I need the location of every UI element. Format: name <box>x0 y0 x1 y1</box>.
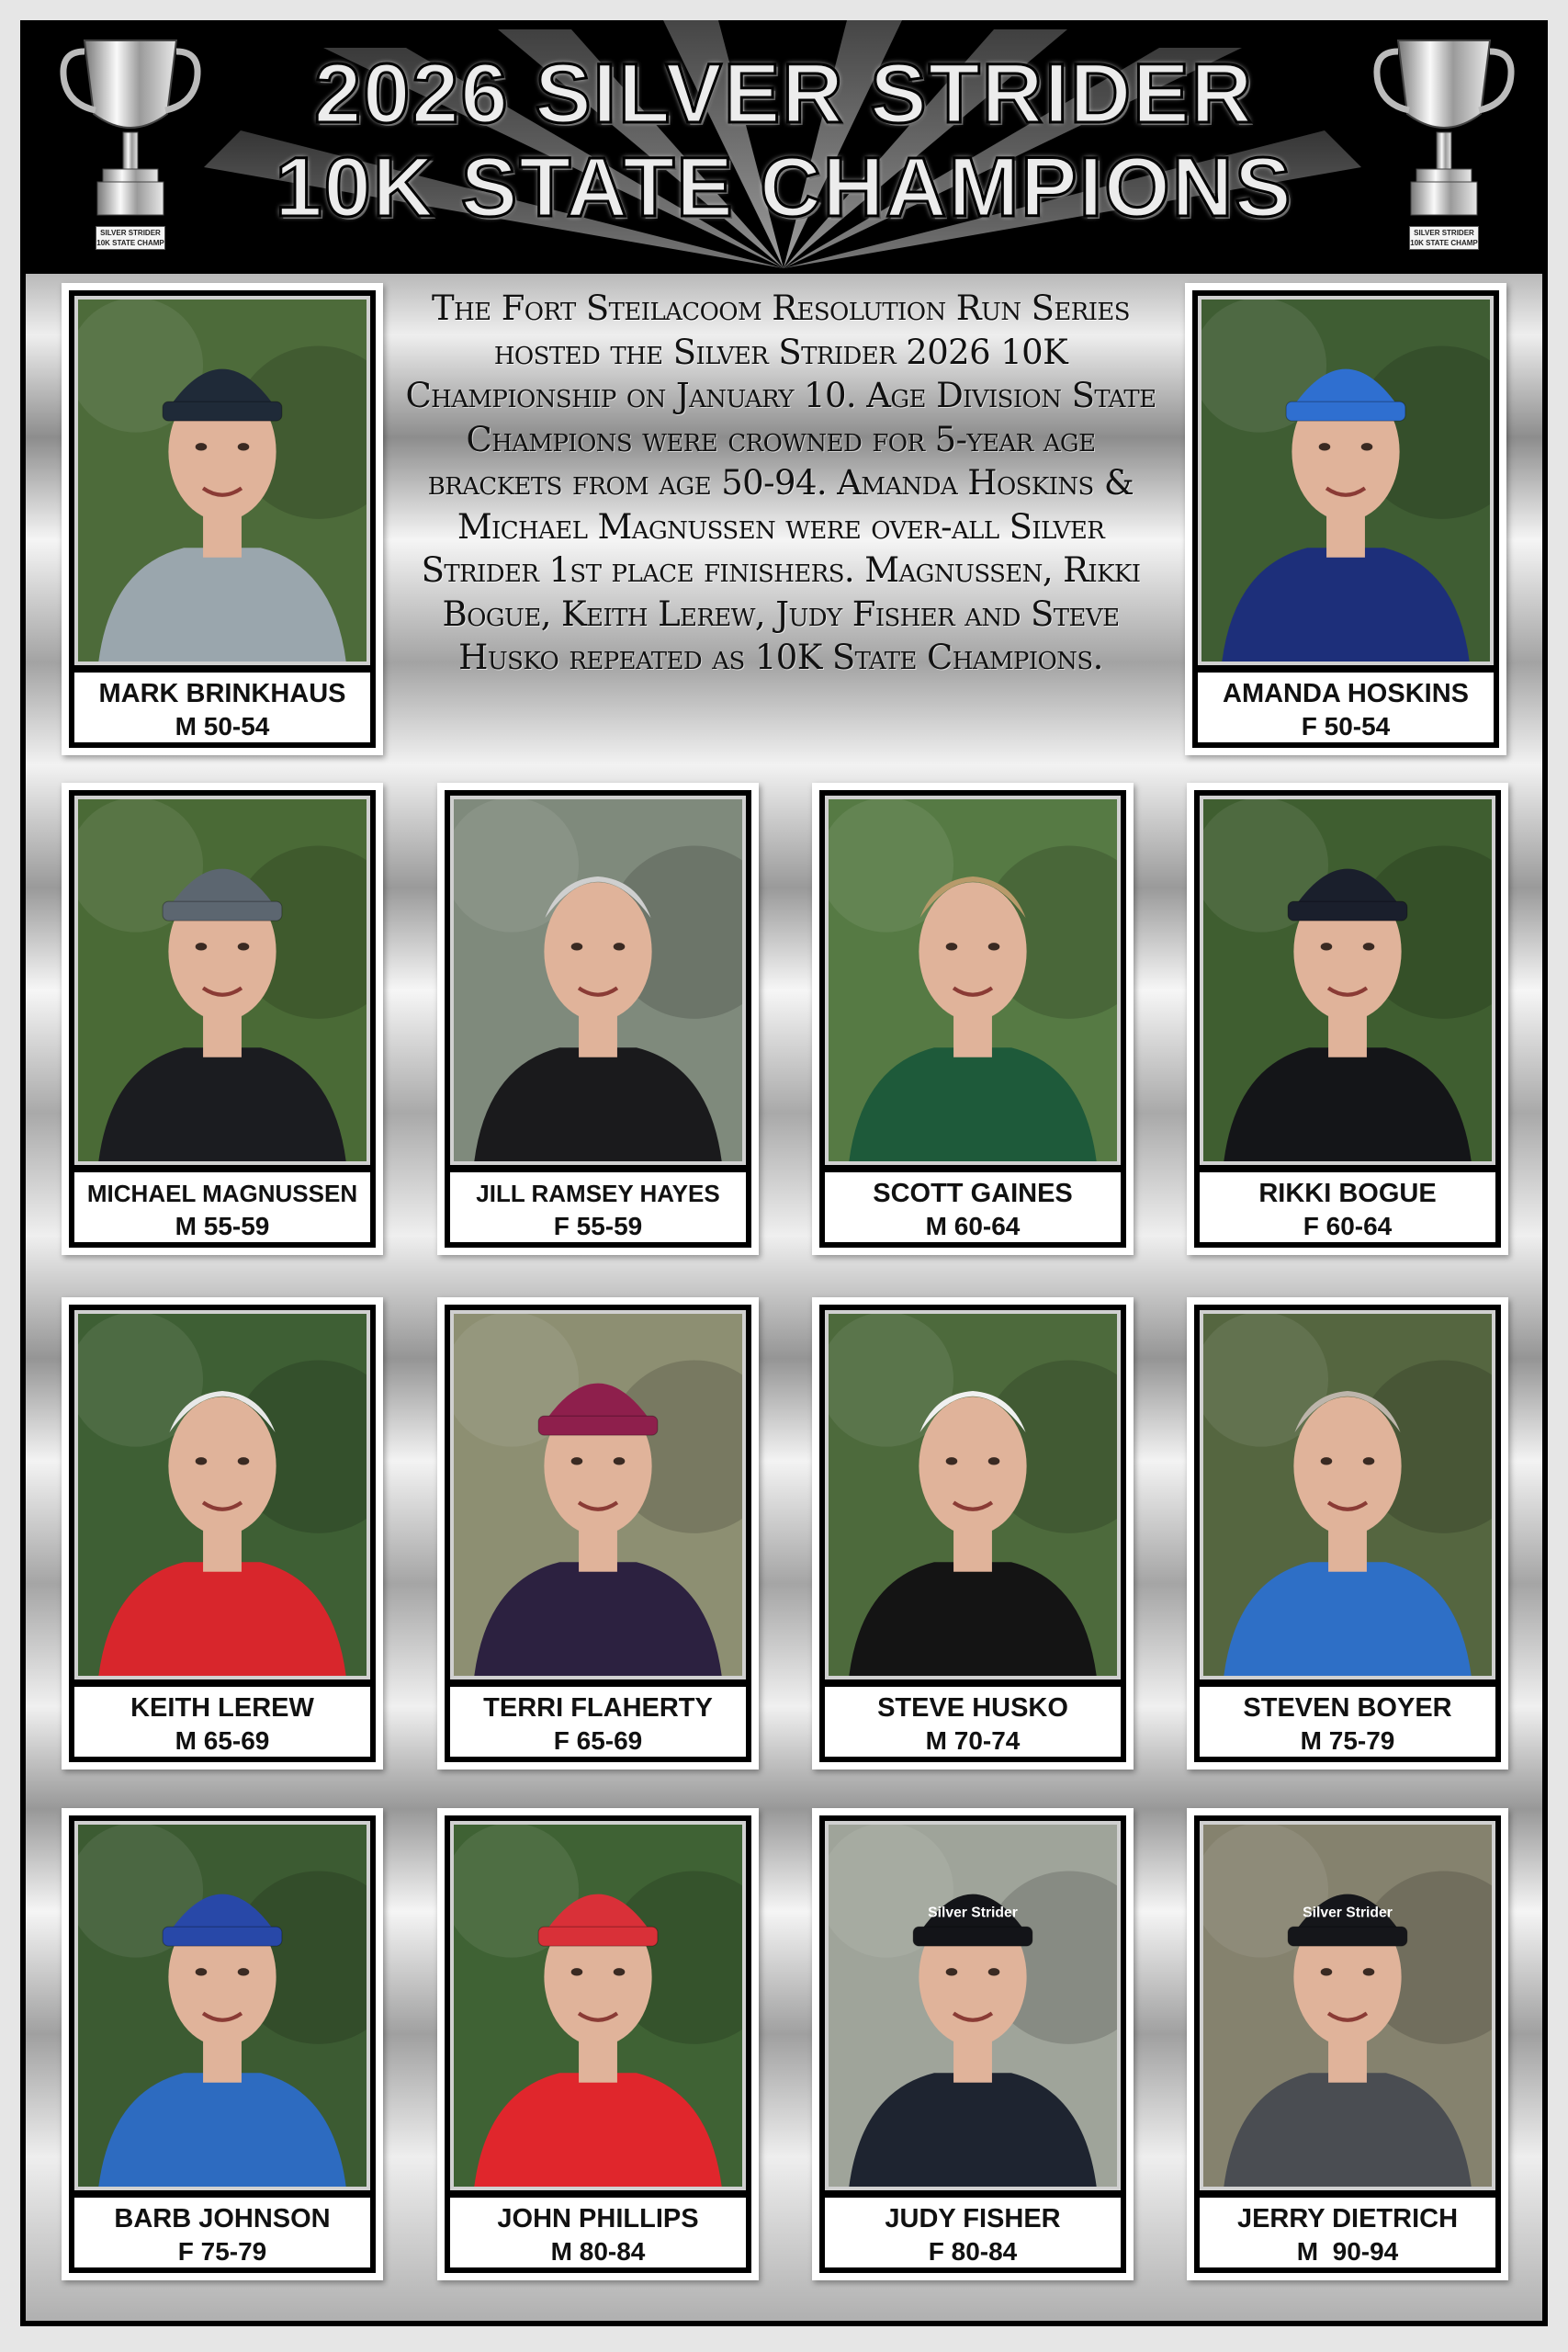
photo-frame <box>74 1821 370 2190</box>
runner-division: F 80-84 <box>928 2237 1018 2266</box>
name-panel <box>74 1172 370 1242</box>
runner-name: JUDY FISHER <box>885 2204 1061 2233</box>
runner-photo <box>1203 1314 1492 1676</box>
runner-division: M 75-79 <box>1300 1726 1395 1755</box>
champion-card <box>1185 283 1506 755</box>
photo-frame <box>1198 296 1494 665</box>
champion-card <box>437 783 759 1255</box>
name-panel <box>450 1687 746 1757</box>
runner-name: RIKKI BOGUE <box>1258 1179 1437 1208</box>
photo-frame <box>74 1310 370 1679</box>
trophy-plate-line2: 10K STATE CHAMP <box>96 239 164 247</box>
runner-name: STEVE HUSKO <box>877 1693 1068 1723</box>
photo-frame <box>450 1310 746 1679</box>
intro-paragraph: The Fort Steilacoom Resolution Run Series hosted the Silver Strider 2026 10K Championship on January 10. Age Division State Champions were crowned for 5-year age brackets from age 50-94. Amanda Hoskins & Michael Magnussen were over-all Silver Strider 1st place finishers. Magnussen, Rikki Bogue, Keith Lerew, Judy Fisher and Steve Husko repeated as 10K State Champions. <box>405 288 1156 677</box>
runner-name: JILL RAMSEY HAYES <box>476 1180 720 1207</box>
title-line-2: 10K STATE CHAMPIONS <box>275 141 1293 234</box>
runner-division: M 60-64 <box>925 1212 1021 1240</box>
runner-division: F 65-69 <box>553 1726 643 1755</box>
runner-name: JERRY DIETRICH <box>1236 2204 1459 2233</box>
runner-name: TERRI FLAHERTY <box>483 1693 713 1723</box>
runner-photo <box>829 1314 1117 1676</box>
champion-card <box>1187 1808 1508 2280</box>
card-frame <box>69 290 376 748</box>
photo-frame <box>450 1821 746 2190</box>
name-panel <box>825 1687 1121 1757</box>
trophy-plate-line1: SILVER STRIDER <box>1414 229 1474 237</box>
card-frame <box>1192 290 1499 748</box>
runner-name: SCOTT GAINES <box>873 1179 1073 1208</box>
runner-name: JOHN PHILLIPS <box>497 2204 699 2233</box>
trophy-plate-line2: 10K STATE CHAMP <box>1410 239 1478 247</box>
card-frame <box>69 1815 376 2273</box>
name-panel <box>1200 1687 1495 1757</box>
champion-card <box>62 783 383 1255</box>
champion-card <box>437 1297 759 1770</box>
champion-card <box>437 1808 759 2280</box>
card-frame <box>819 1815 1126 2273</box>
header-banner <box>20 20 1548 268</box>
card-frame <box>445 790 751 1248</box>
runner-photo <box>829 799 1117 1161</box>
runner-photo <box>78 300 367 662</box>
runner-name: MARK BRINKHAUS <box>98 679 346 708</box>
runner-division: F 55-59 <box>553 1212 643 1240</box>
runner-division: M 50-54 <box>175 712 270 741</box>
svg-text:Silver Strider: Silver Strider <box>928 1905 1018 1921</box>
runner-division: M 65-69 <box>175 1726 270 1755</box>
photo-frame <box>74 796 370 1165</box>
runner-division: M 90-94 <box>1296 2237 1399 2266</box>
card-frame <box>445 1815 751 2273</box>
runner-photo <box>1201 300 1490 662</box>
title-line-1: 2026 SILVER STRIDER <box>313 47 1255 141</box>
champion-card <box>812 1808 1134 2280</box>
champion-card <box>812 783 1134 1255</box>
runner-name: BARB JOHNSON <box>114 2204 331 2233</box>
photo-frame <box>825 796 1121 1165</box>
runner-photo <box>1203 799 1492 1161</box>
runner-photo <box>78 1825 367 2187</box>
photo-frame <box>825 1310 1121 1679</box>
runner-photo <box>454 1314 742 1676</box>
photo-frame <box>1200 1821 1495 2190</box>
name-panel <box>450 1172 746 1242</box>
name-panel <box>74 2198 370 2267</box>
runner-name: STEVEN BOYER <box>1243 1693 1452 1723</box>
champion-card <box>812 1297 1134 1770</box>
name-panel <box>1200 1172 1495 1242</box>
name-panel <box>1198 673 1494 742</box>
card-frame <box>1194 790 1501 1248</box>
photo-frame <box>74 296 370 665</box>
svg-text:Silver Strider: Silver Strider <box>1303 1905 1393 1921</box>
card-frame <box>69 790 376 1248</box>
name-panel <box>74 1687 370 1757</box>
card-frame <box>445 1305 751 1762</box>
runner-division: M 55-59 <box>175 1212 270 1240</box>
runner-photo <box>454 1825 742 2187</box>
card-frame <box>819 1305 1126 1762</box>
name-panel <box>1200 2198 1495 2267</box>
runner-division: F 75-79 <box>177 2237 267 2266</box>
runner-photo <box>829 1825 1117 2187</box>
runner-photo <box>1203 1825 1492 2187</box>
runner-name: KEITH LEREW <box>130 1693 314 1723</box>
photo-frame <box>1200 796 1495 1165</box>
runner-photo <box>78 1314 367 1676</box>
champion-card <box>62 1297 383 1770</box>
trophy-plate-line1: SILVER STRIDER <box>100 229 161 237</box>
card-frame <box>1194 1305 1501 1762</box>
photo-frame <box>450 796 746 1165</box>
champion-card <box>1187 1297 1508 1770</box>
name-panel <box>74 673 370 742</box>
runner-photo <box>78 799 367 1161</box>
name-panel <box>825 1172 1121 1242</box>
runner-name: MICHAEL MAGNUSSEN <box>86 1180 358 1207</box>
champion-card <box>62 1808 383 2280</box>
card-frame <box>819 790 1126 1248</box>
runner-photo <box>454 799 742 1161</box>
champion-card <box>1187 783 1508 1255</box>
card-frame <box>1194 1815 1501 2273</box>
photo-frame <box>1200 1310 1495 1679</box>
name-panel <box>450 2198 746 2267</box>
runner-division: F 50-54 <box>1301 712 1391 741</box>
photo-frame <box>825 1821 1121 2190</box>
runner-name: AMANDA HOSKINS <box>1223 679 1469 708</box>
runner-division: M 70-74 <box>925 1726 1021 1755</box>
runner-division: F 60-64 <box>1303 1212 1393 1240</box>
runner-division: M 80-84 <box>550 2237 646 2266</box>
champion-card <box>62 283 383 755</box>
name-panel <box>825 2198 1121 2267</box>
card-frame <box>69 1305 376 1762</box>
